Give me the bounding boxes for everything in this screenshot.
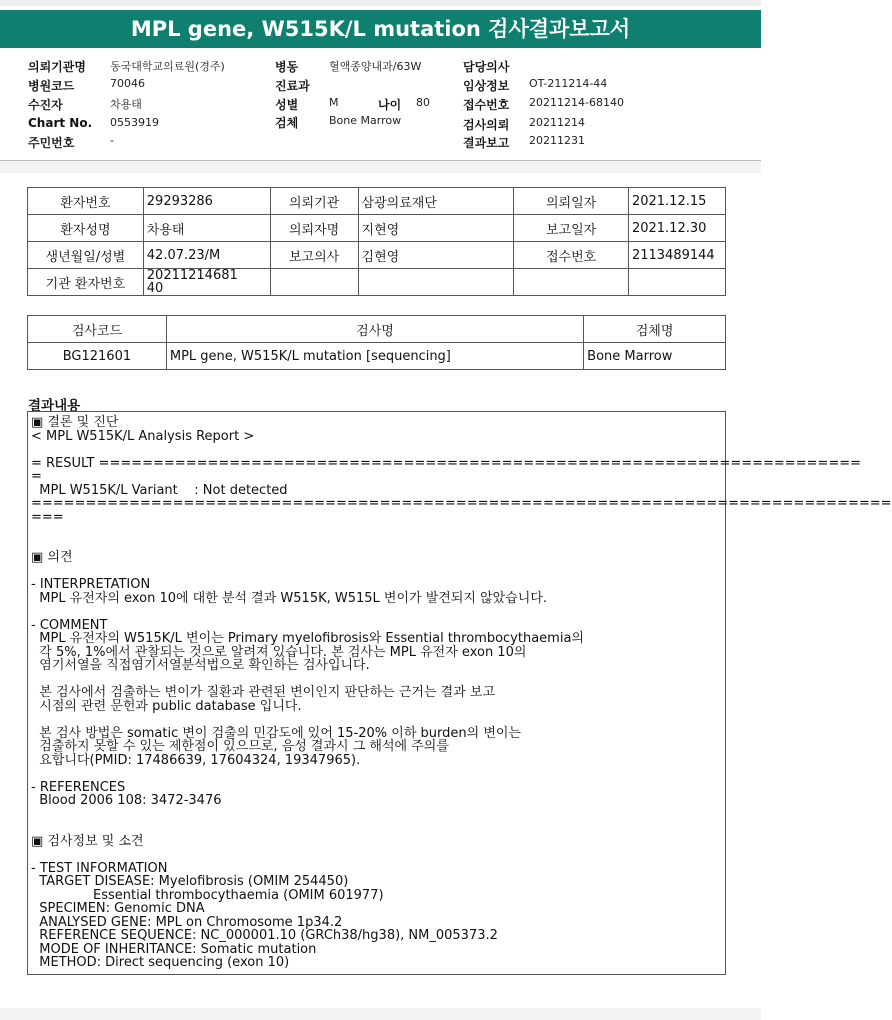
result-line: 본 검사에서 검출하는 변이가 질환과 관련된 변이인지 판단하는 근거는 결과 보고 <box>31 685 496 700</box>
result-line: MODE OF INHERITANCE: Somatic mutation <box>31 941 317 957</box>
table-cell: 김현영 <box>358 242 514 269</box>
result-line <box>31 538 721 552</box>
result-line: - REFERENCES <box>31 779 126 795</box>
label-receipt-no: 접수번호 <box>463 98 510 112</box>
label-result-report: 결과보고 <box>463 136 510 150</box>
table-cell <box>270 269 358 296</box>
result-line <box>31 808 721 822</box>
result-line: =============================================================================== <box>31 496 892 511</box>
table-cell: 의뢰일자 <box>514 188 629 215</box>
result-line: ▣ 결론 및 진단 <box>31 415 119 430</box>
table-cell: 환자성명 <box>28 215 144 242</box>
label-chart-no: Chart No. <box>28 116 93 130</box>
result-line: 시점의 관련 문헌과 public database 입니다. <box>31 698 302 714</box>
result-line: MPL 유전자의 W515K/L 변이는 Primary myelofibrosis와 Essential thrombocythaemia의 <box>31 631 584 646</box>
result-line <box>31 565 721 579</box>
result-line <box>31 713 721 727</box>
table-cell: MPL gene, W515K/L mutation [sequencing] <box>166 343 583 370</box>
column-header: 검사코드 <box>28 316 167 343</box>
patient-info-table <box>27 187 726 296</box>
report-title: MPL gene, W515K/L mutation 검사결과보고서 <box>0 10 761 48</box>
bottom-strip <box>0 1008 761 1020</box>
table-cell: Bone Marrow <box>584 343 726 370</box>
label-ward: 병동 <box>275 60 299 74</box>
top-strip <box>0 0 761 6</box>
table-cell: 20211214681 40 <box>143 269 270 296</box>
result-line <box>31 848 721 862</box>
table-cell: 삼광의료재단 <box>358 188 514 215</box>
column-header: 검체명 <box>584 316 726 343</box>
label-resident-no: 주민번호 <box>28 136 75 150</box>
result-line: TARGET DISEASE: Myelofibrosis (OMIM 254450) <box>31 874 349 889</box>
table-cell: 기관 환자번호 <box>28 269 144 296</box>
table-cell: 42.07.23/M <box>143 242 270 269</box>
table-cell: 2113489144 <box>628 242 725 269</box>
label-specimen: 검체 <box>275 116 299 130</box>
result-text <box>31 415 892 970</box>
result-line: === <box>31 509 64 525</box>
result-section-title: 결과내용 <box>28 398 81 414</box>
label-sex: 성별 <box>275 98 299 112</box>
table-cell: 생년월일/성별 <box>28 242 144 269</box>
result-line: ANALYSED GENE: MPL on Chromosome 1p34.2 <box>31 914 343 930</box>
result-line: - COMMENT <box>31 617 108 633</box>
table-row <box>28 242 726 269</box>
table-row <box>28 343 726 370</box>
result-line: ▣ 의견 <box>31 550 73 565</box>
result-line: SPECIMEN: Genomic DNA <box>31 901 205 916</box>
table-cell: 의뢰기관 <box>270 188 358 215</box>
result-line: 염기서열을 직접염기서열분석법으로 확인하는 검사입니다. <box>31 658 370 673</box>
column-header: 검사명 <box>166 316 583 343</box>
label-department: 진료과 <box>275 79 310 93</box>
label-age: 나이 <box>378 98 402 112</box>
test-info-table <box>27 315 726 370</box>
table-cell: 보고의사 <box>270 242 358 269</box>
label-clinical-info: 임상정보 <box>463 79 510 93</box>
table-cell: 의뢰자명 <box>270 215 358 242</box>
label-test-request: 검사의뢰 <box>463 118 510 132</box>
label-hospital-code: 병원코드 <box>28 79 75 93</box>
result-line: 요합니다(PMID: 17486639, 17604324, 19347965). <box>31 752 361 768</box>
result-line: - TEST INFORMATION <box>31 860 168 876</box>
value-resident-no: - <box>110 134 114 147</box>
value-test-request: 20211214 <box>529 116 585 129</box>
result-line: METHOD: Direct sequencing (exon 10) <box>31 955 290 970</box>
result-line: Blood 2006 108: 3472-3476 <box>31 793 222 808</box>
result-line: < MPL W515K/L Analysis Report > <box>31 428 255 444</box>
result-line <box>31 673 721 687</box>
value-receipt-no: 20211214-68140 <box>529 96 624 109</box>
result-line <box>31 605 721 619</box>
value-result-report: 20211231 <box>529 134 585 147</box>
table-row <box>28 269 726 296</box>
result-line <box>31 443 721 457</box>
table-cell <box>358 269 514 296</box>
value-ward: 혈액종양내과/63W <box>329 60 422 73</box>
table-cell <box>514 269 629 296</box>
table-cell: 29293286 <box>143 188 270 215</box>
result-line: = RESULT ====================================================================== <box>31 455 862 471</box>
table-row <box>28 215 726 242</box>
value-hospital-code: 70046 <box>110 77 145 90</box>
table-cell <box>628 269 725 296</box>
result-line <box>31 821 721 835</box>
result-line: MPL W515K/L Variant : Not detected <box>31 482 288 498</box>
table-cell: BG121601 <box>28 343 167 370</box>
result-line: Essential thrombocythaemia (OMIM 601977) <box>31 887 384 903</box>
section-gap <box>0 161 761 173</box>
value-specimen: Bone Marrow <box>329 114 402 127</box>
table-cell: 차용태 <box>143 215 270 242</box>
table-header-row <box>28 316 726 343</box>
header-info <box>0 50 761 160</box>
table-cell: 환자번호 <box>28 188 144 215</box>
result-line: - INTERPRETATION <box>31 577 151 592</box>
value-sex: M <box>329 96 339 109</box>
value-patient: 차용태 <box>110 98 142 111</box>
result-line: 본 검사 방법은 somatic 변이 검출의 민감도에 있어 15-20% 이하 burden의 변이는 <box>31 725 521 741</box>
result-line: = <box>31 469 42 484</box>
result-line: REFERENCE SEQUENCE: NC_000001.10 (GRCh38/hg38), NM_005373.2 <box>31 928 498 943</box>
value-age: 80 <box>416 96 430 109</box>
label-doctor: 담당의사 <box>463 60 510 74</box>
value-clinical-info: OT-211214-44 <box>529 77 608 90</box>
result-line: 검출하지 못할 수 있는 제한점이 있으므로, 음성 결과시 그 해석에 주의를 <box>31 739 449 754</box>
label-patient: 수진자 <box>28 98 63 112</box>
table-row <box>28 188 726 215</box>
label-requesting-institution: 의뢰기관명 <box>28 60 86 74</box>
result-line: ▣ 검사정보 및 소견 <box>31 833 144 849</box>
table-cell: 접수번호 <box>514 242 629 269</box>
table-cell: 지현영 <box>358 215 514 242</box>
value-requesting-institution: 동국대학교의료원(경주) <box>110 60 225 73</box>
result-line: 각 5%, 1%에서 관찰되는 것으로 알려져 있습니다. 본 검사는 MPL 유전자 exon 10의 <box>31 644 527 660</box>
table-cell: 2021.12.30 <box>628 215 725 242</box>
result-line: MPL 유전자의 exon 10에 대한 분석 결과 W515K, W515L 변이가 발견되지 않았습니다. <box>31 590 548 606</box>
table-cell: 보고일자 <box>514 215 629 242</box>
result-line <box>31 524 721 538</box>
result-content-box <box>27 411 892 975</box>
value-chart-no: 0553919 <box>110 116 159 129</box>
result-line <box>31 767 721 781</box>
table-cell: 2021.12.15 <box>628 188 725 215</box>
